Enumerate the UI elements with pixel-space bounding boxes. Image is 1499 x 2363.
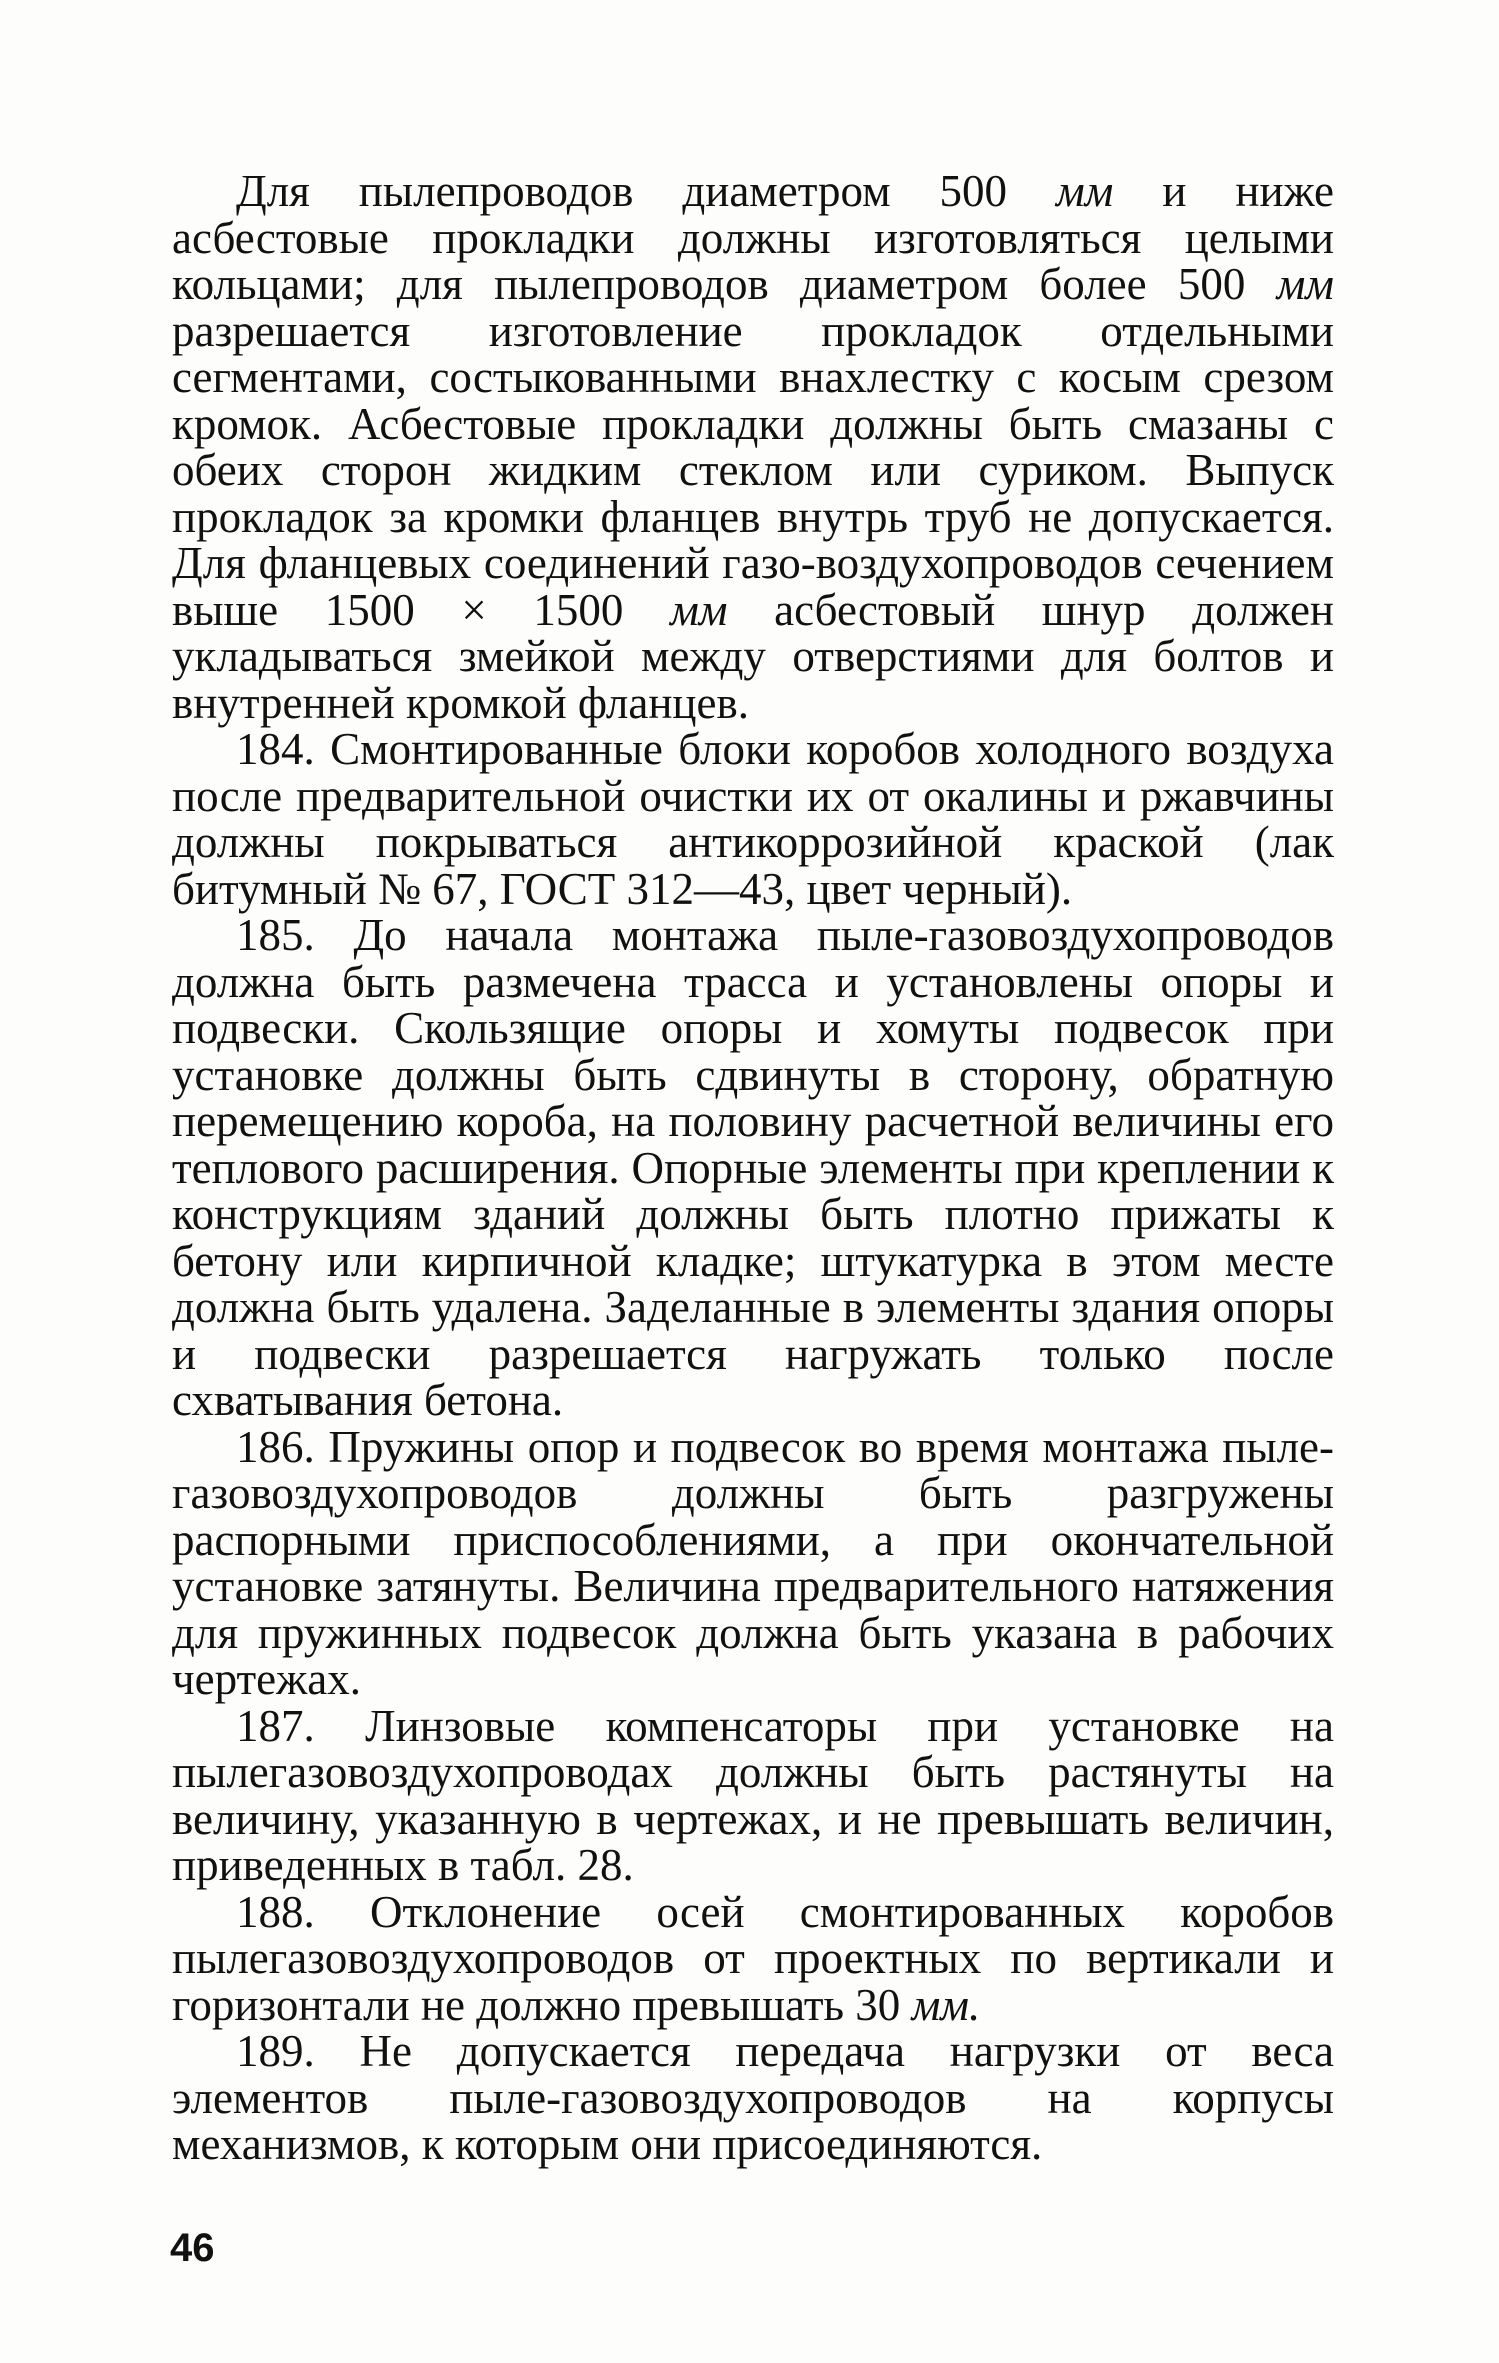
paragraph-187	[172, 1700, 1334, 1890]
paragraph-184	[172, 726, 1334, 912]
body-text	[172, 168, 1334, 2168]
italic-unit: мм	[670, 584, 728, 635]
italic-unit: мм.	[911, 1979, 981, 2030]
text-run: 184. Смонтированные блоки коробов холодного воздуха после предварительной очистки их от окалины и ржавчины должны покрываться антикоррозийной краской (лак битумный № 67, ГОСТ 312—43, цвет черный).	[172, 724, 1334, 914]
text-run: 188. Отклонение осей смонтированных коробов пылегазовоздухопроводов от проектных по вертикали и горизонтали не должно превышать 30	[172, 1886, 1334, 2030]
italic-unit: мм	[1055, 166, 1114, 216]
paragraph-185	[172, 912, 1334, 1424]
text-run: 189. Не допускается передача нагрузки от веса элементов пыле-газовоздухопроводов на корпусы механизмов, к которым они присоединяются.	[172, 2026, 1334, 2169]
text-run: Для пылепроводов диаметром 500	[236, 166, 1056, 216]
text-run: асбестовый шнур должен укладываться змейкой между отверстиями для болтов и внутренней кромкой фланцев.	[172, 584, 1335, 728]
text-run: разрешается изготовление прокладок отдельными сегментами, состыкованными внахлестку с косым срезом кромок. Асбестовые прокладки должны быть смазаны с обеих сторон жидким стеклом или суриком. Выпуск прокладок за кромки фланцев внутрь труб не допускается. Для фланцевых соединений газо-воздухопроводов сечением выше 1500 × 1500	[172, 305, 1334, 635]
text-run: и ниже асбестовые прокладки должны изготовляться целыми кольцами; для пылепроводов диаметром более 500	[172, 166, 1335, 309]
paragraph-186	[172, 1421, 1334, 1704]
paragraph-189	[172, 2028, 1334, 2168]
page-number: 46	[170, 2226, 215, 2270]
text-run: 186. Пружины опор и подвесок во время монтажа пыле-газовоздухопроводов должны быть разгружены распорными приспособлениями, а при окончательной установке затянуты. Величина предварительного натяжения для пружинных подвесок должна быть указана в рабочих чертежах.	[172, 1421, 1334, 1704]
italic-unit: мм	[1276, 259, 1334, 309]
text-run: 187. Линзовые компенсаторы при установке на пылегазовоздухопроводах должны быть растянуты на величину, указанную в чертежах, и не превышать величин, приведенных в табл. 28.	[172, 1700, 1334, 1890]
paragraph	[172, 168, 1334, 726]
text-run: 185. До начала монтажа пыле-газовоздухопроводов должна быть размечена трасса и установлены опоры и подвески. Скользящие опоры и хомуты подвесок при установке должны быть сдвинуты в сторону, обратную перемещению короба, на половину расчетной величины его теплового расширения. Опорные элементы при креплении к конструкциям зданий должны быть плотно прижаты к бетону или кирпичной кладке; штукатурка в этом месте должна быть удалена. Заделанные в элементы здания опоры и подвески разрешается нагружать только после схватывания бетона.	[172, 910, 1334, 1425]
paragraph-188	[172, 1886, 1334, 2030]
